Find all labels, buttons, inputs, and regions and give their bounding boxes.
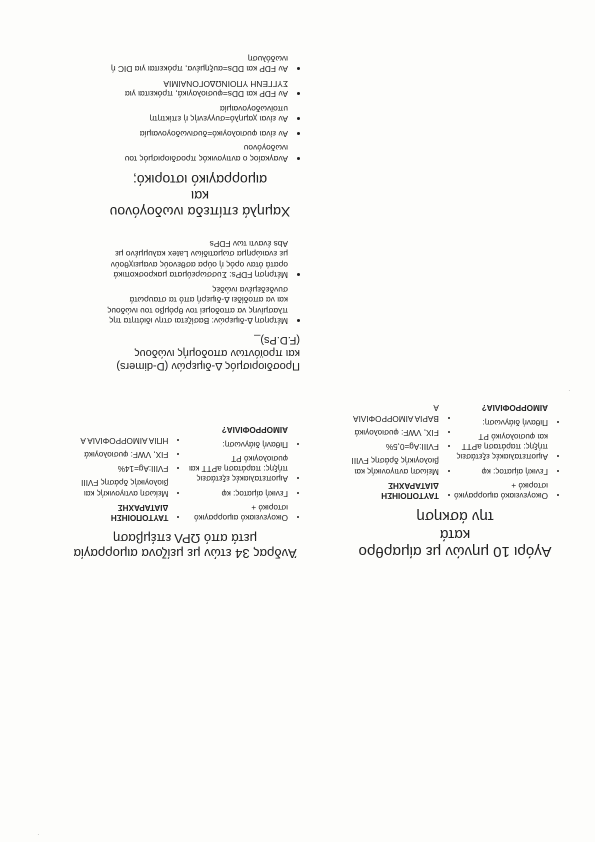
man-title-line1: Άνδρας 34 ετών με μείζονα αιμορραγία <box>73 546 297 561</box>
list-item: • Οικογενειακό αιμορραγικό ιστορικό + <box>180 502 288 523</box>
boy-title-line1: Αγόρι 10 μηνών με αίμαρθρο κατά <box>358 525 552 560</box>
boy-case-block <box>350 398 560 560</box>
fibrinogen-title-line1: Χαμηλά επίπεδα ινωδογόνου και <box>109 187 291 220</box>
boy-case-columns <box>350 398 560 500</box>
scan-speck: · <box>37 830 40 839</box>
list-item: • Αιμοπεταλιακές εξετάσεις πήξης: παράταση aPTT και φυσιολογικό PT <box>180 453 288 484</box>
list-item: • ΒΑΡΙΑ ΑΙΜΟΡΡΟΦΙΛΙΑ Α <box>350 402 439 423</box>
boy-left-column <box>451 398 560 500</box>
list-item: • Γενική αίματος: κφ <box>180 487 288 497</box>
man-case-columns <box>70 425 300 522</box>
ddimers-block <box>100 234 300 372</box>
list-item: • ΗΠΙΑ ΑΙΜΟΡΡΟΦΙΛΙΑ Α <box>70 434 168 444</box>
list-item: • Οικογενειακό αιμορραγικό ιστορικό + <box>451 480 548 501</box>
boy-case-title <box>350 508 560 560</box>
man-title-line2: μετά από ΩΡΛ επέμβαση <box>113 531 257 547</box>
list-item: • Γενική αίματος: κφ <box>451 466 548 476</box>
man-case-title <box>70 530 300 560</box>
boy-title-line2: την άσκηση <box>416 508 494 526</box>
list-item: • Αν είναι φυσιολογικό=δυσινωδογοναιμία <box>100 128 288 139</box>
list-item: • Μέτρηση Δ-διμερών: Βασίζεται στην ιδιότητα της πλασμίνης να αποδομεί τον θρόμβο του ινώδους και να αποδίδει Δ-διμερή από τα σταυρωτά συνδεδεμένα ινώδες <box>100 284 288 326</box>
list-item: • FVIII:Ag=0,5% <box>350 441 439 451</box>
list-item: • Αναγκαίος ο αντιγονικός προσδιορισμός του ινωδογόνου <box>100 143 288 164</box>
man-case-block <box>70 425 300 560</box>
list-item: • Αιμοπεταλιακές εξετάσεις πήξης: παράταση aPTT και φυσιολογικό PT <box>451 431 548 462</box>
boy-right-list <box>350 402 451 500</box>
man-left-list <box>180 438 300 522</box>
list-item: • Αν FDP και DDs=αυξημένα, πρόκειται για DIC ή ινωδόλυση <box>100 53 288 74</box>
fibrinogen-title-line2: αιμορραγικό ιστορικό; <box>132 171 268 188</box>
list-item: • Αν είναι χαμηλό=συγγενής ή επίκτητη υποϊνωδογοναιμία <box>100 103 288 124</box>
list-item: • Μείωση αντιγονικής και βιολογικής δράσης FVIII <box>350 455 439 476</box>
list-item: • Μείωση αντιγονικής και βιολογικής δράσης FVIII <box>70 477 168 498</box>
fibrinogen-block <box>100 49 300 220</box>
boy-left-list <box>451 417 560 501</box>
fibrinogen-list <box>100 53 300 164</box>
ddimers-title: Προσδιορισμός Δ-διμερών (D-dimers) και προϊόντων αποδομής ινώδους (F.D.Ps)_ <box>116 333 300 372</box>
list-item: • Μέτρηση FDPs: Συσσωρεύματα μακροσκοπικά ορατά όταν ορός ή ούρα ασθενούς αναμειχθούν με εναιώρημα σωματιδίων Latex καλυμμένο με Abs έναντι των FDPs <box>100 238 288 280</box>
list-item: • Πιθανή διάγνωση: <box>451 417 548 427</box>
man-suspected-diagnosis: ΑΙΜΟΡΡΟΦΙΛΙΑ? <box>221 425 288 435</box>
man-right-column <box>70 425 180 522</box>
list-item: • Αν FDP και DDs=φυσιολογικά, πρόκειται για ΣΥΓΓΕΝΗ ΥΠΟΙΝΩΔΟΓΟΝΑΙΜΙΑ <box>100 78 288 99</box>
man-identification-heading: • ΤΑΥΤΟΠΟΙΗΣΗ ΔΙΑΤΑΡΑΧΗΣ <box>70 502 168 523</box>
scan-speck: · <box>568 386 571 395</box>
boy-suspected-diagnosis: ΑΙΜΟΡΡΟΦΙΛΙΑ? <box>481 403 548 413</box>
list-item: • FIX, VWF: φυσιολογικά <box>70 449 168 459</box>
boy-right-column <box>350 398 451 500</box>
boy-identification-heading: • ΤΑΥΤΟΠΟΙΗΣΗ ΔΙΑΤΑΡΑΧΗΣ <box>350 480 439 501</box>
list-item: • Πιθανή διάγνωση: <box>180 438 288 448</box>
fibrinogen-title <box>100 172 300 220</box>
ddimers-list <box>100 238 300 326</box>
list-item: • FVIII:Ag=14% <box>70 463 168 473</box>
man-right-list <box>70 434 180 522</box>
list-item: • FIX, VWF: φυσιολογικά <box>350 427 439 437</box>
man-left-column <box>180 425 300 522</box>
